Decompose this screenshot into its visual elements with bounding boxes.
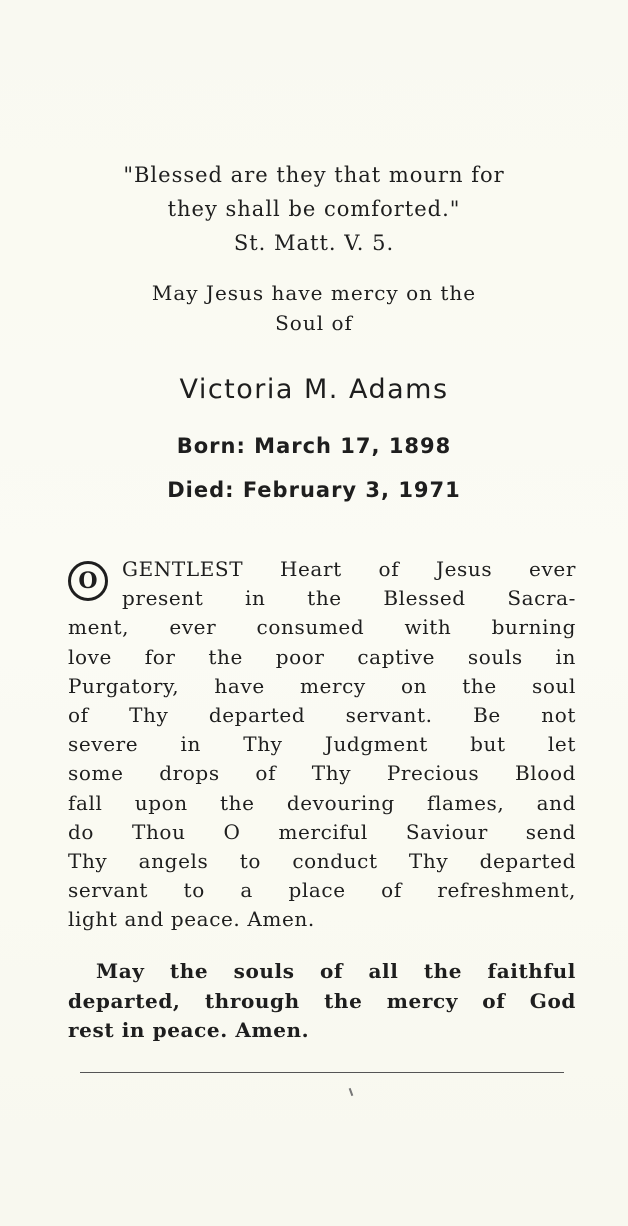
print-mark: [349, 1088, 354, 1096]
prayer-paragraph: [68, 555, 576, 935]
prayer-line: love for the poor captive souls in: [68, 644, 576, 669]
prayer-line: fall upon the devouring flames, and: [68, 790, 576, 815]
closing-line: departed, through the mercy of God: [68, 988, 576, 1013]
prayer-line: servant to a place of refreshment,: [68, 878, 576, 903]
divider-rule: [80, 1072, 564, 1073]
prayer-line: Purgatory, have mercy on the soul: [68, 673, 576, 698]
prayer-line: light and peace. Amen.: [68, 907, 315, 932]
prayer-line: present in the Blessed Sacra-: [122, 586, 576, 611]
verse-citation: St. Matt. V. 5.: [233, 231, 395, 255]
closing-prayer: [68, 957, 576, 1046]
prayer-line: of Thy departed servant. Be not: [68, 703, 576, 728]
prayer-line: ment, ever consumed with burning: [68, 615, 576, 640]
dropcap-initial: O: [68, 561, 108, 601]
mercy-invocation: [0, 278, 628, 338]
prayer-line: Thy angels to conduct Thy departed: [68, 849, 576, 874]
prayer-line: do Thou O merciful Saviour send: [68, 819, 576, 844]
prayer-line: severe in Thy Judgment but let: [68, 732, 576, 757]
prayer-line: GENTLEST Heart of Jesus ever: [122, 557, 576, 581]
scripture-verse: [0, 158, 628, 260]
verse-line-2: they shall be comforted.": [167, 197, 461, 221]
birth-date: Born: March 17, 1898: [176, 434, 452, 458]
closing-line: rest in peace. Amen.: [68, 1018, 310, 1042]
mercy-line-1: May Jesus have mercy on the: [151, 281, 477, 305]
prayer-line: some drops of Thy Precious Blood: [68, 761, 576, 786]
deceased-name: Victoria M. Adams: [179, 374, 449, 405]
closing-line: May the souls of all the faithful: [96, 959, 576, 983]
death-date: Died: February 3, 1971: [167, 478, 461, 502]
mercy-line-2: Soul of: [275, 311, 353, 335]
verse-line-1: "Blessed are they that mourn for: [123, 163, 505, 187]
